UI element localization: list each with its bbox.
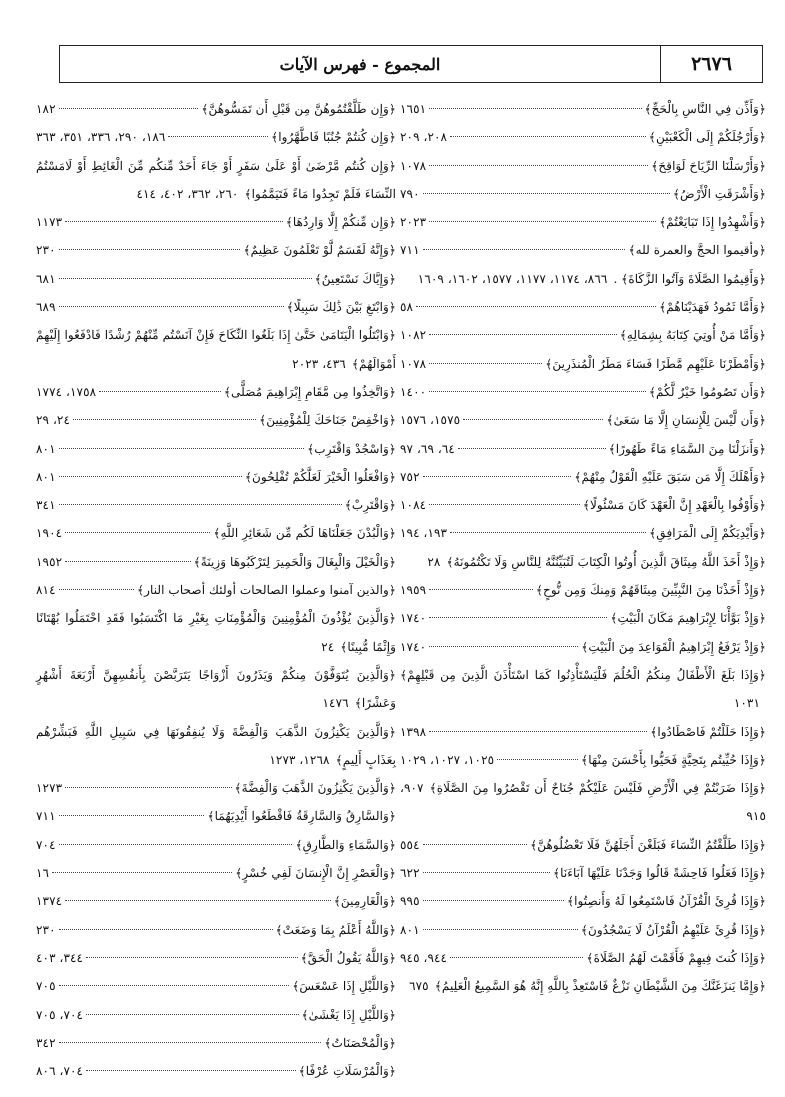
index-entry (400, 576, 766, 604)
verse-text: ﴿وَإِذَا ضَرَبْتُمْ فِي الْأَرْضِ فَلَيْسَ عَلَيْكُمْ جُنَاحٌ أَن تَقْصُرُوا مِنَ الصَّلَاةِ﴾ (429, 781, 766, 796)
index-entry (36, 802, 396, 830)
index-entry (36, 661, 396, 718)
dot-leader (423, 844, 527, 845)
page-references: ١٤٠٠ (400, 384, 427, 399)
page-number: ٢٦٧٦ (660, 46, 762, 82)
verse-text: ﴿وَأَرْجُلَكُمْ إِلَى الْكَعْبَيْنِ﴾ (648, 130, 766, 145)
page-references: ٢٣٠ (36, 922, 56, 937)
dot-leader (429, 108, 641, 109)
page-references: ٧٠٤ (36, 837, 56, 852)
page-references: ٧١١ (400, 243, 420, 258)
dot-leader (59, 504, 342, 505)
page-references: ٢٤، ٢٩ (36, 413, 70, 428)
verse-text: ﴿وَالْغَارِمِينَ﴾ (333, 894, 396, 909)
verse-text: ﴿وَاللَّهُ يَقُولُ الْحَقَّ﴾ (300, 950, 396, 965)
dot-leader (423, 249, 626, 250)
page-references: ٢٠٨، ٢٠٩ (400, 130, 448, 145)
index-entry (36, 916, 396, 944)
page-references: ١٤٧٦ (322, 696, 349, 711)
page-references: ١٦٥١ (400, 102, 427, 116)
verse-text: ﴿وَإِذْ يَرْفَعُ إِبْرَاهِيمُ الْقَوَاعِدَ مِنَ الْبَيْتِ﴾ (581, 639, 766, 654)
index-entry (36, 378, 396, 406)
page-references: ١٠٧٨ (400, 356, 427, 371)
verse-text: ﴿وَإِذْ أَخَذْنَا مِنَ النَّبِيِّينَ مِيثَاقَهُمْ وَمِنكَ وَمِن نُّوحٍ﴾ (535, 583, 766, 598)
dot-leader (86, 1014, 298, 1015)
page-references: ١٣٩٨ (400, 724, 427, 739)
index-entry (36, 1001, 396, 1029)
dot-leader (429, 334, 617, 335)
dot-leader (59, 448, 304, 449)
verse-text: ﴿وَالَّذِينَ يُتَوَفَّوْنَ مِنكُمْ وَيَذَرُونَ أَزْوَاجًا يَتَرَبَّصْنَ بِأَنفُسِهِنَّ أَرْبَعَةَ أَشْهُرٍ وَعَشْرًا﴾ (36, 667, 396, 711)
page-references: ٨٠١ (400, 922, 420, 937)
verse-text: ﴿وَاللَّهُ أَعْلَمُ بِمَا وَضَعَتْ﴾ (275, 922, 396, 937)
verse-text: ﴿وَالْمُحْصَنَاتُ﴾ (324, 1035, 396, 1050)
verse-text: ﴿وَأَشْرَقَتِ الْأَرْضُ﴾ (672, 186, 766, 201)
page-references: ١٧٥٨، ١٧٧٤ (36, 384, 97, 399)
index-entry (400, 123, 766, 151)
dot-leader (423, 476, 572, 477)
page-references: ١٧٤٠ (400, 639, 427, 654)
dot-leader (429, 363, 542, 364)
verse-text: ﴿وَإِيَّاكَ نَسْتَعِينُ﴾ (314, 271, 396, 286)
verse-text: ﴿والذين آمنوا وعملوا الصالحات أولئك أصحاب النار﴾ (136, 583, 396, 598)
index-entry (36, 831, 396, 859)
dot-leader (416, 306, 656, 307)
index-entry (36, 463, 396, 491)
index-entry (400, 774, 766, 831)
page-references: ١٠٨٢ (400, 328, 427, 343)
verse-text: ﴿وَأَهْلَكَ إِلَّا مَن سَبَقَ عَلَيْهِ الْقَوْلُ مِنْهُمْ﴾ (574, 469, 766, 484)
index-entry (400, 180, 766, 208)
index-entry (400, 887, 766, 915)
page-references: ١٩٥٢ (36, 554, 63, 569)
verse-text: ﴿وَإِمَّا يَنزَغَنَّكَ مِنَ الشَّيْطَانِ نَزْغٌ فَاسْتَعِذْ بِاللَّهِ إِنَّهُ هُوَ السَّمِيعُ الْعَلِيمُ﴾ (434, 979, 766, 994)
dot-leader (423, 929, 578, 930)
verse-text: ﴿وَإِن كُنتُمْ جُنُبًا فَاطَّهَّرُوا﴾ (271, 130, 396, 145)
page-references: ١٦ (36, 866, 50, 881)
page-references: ١٠٢٥، ١٠٢٧، ١٠٢٩ (400, 752, 495, 767)
verse-text: ﴿وأقيموا الحجَّ والعمرة لله﴾ (628, 243, 766, 258)
index-entry (400, 972, 766, 1000)
verse-text: ﴿وَالَّذِينَ يَكْنِزُونَ الذَّهَبَ وَالْفِضَّةَ وَلَا يُنفِقُونَهَا فِي سَبِيلِ اللَّهِ فَبَشِّرْهُم بِعَذَابٍ أَلِيمٍ﴾ (36, 724, 396, 767)
index-entry (36, 1029, 396, 1057)
index-entry (400, 916, 766, 944)
page-header (59, 45, 763, 83)
dot-leader (429, 589, 533, 590)
page-references: ٨٠١ (36, 441, 56, 456)
page-references: ١٠٨٤ (400, 498, 427, 513)
index-entry (36, 435, 396, 463)
verse-text: ﴿وَاتَّخِذُوا مِن مَّقَامِ إِبْرَاهِيمَ مُصَلًّى﴾ (223, 384, 396, 399)
dot-leader (423, 193, 670, 194)
verse-text: ﴿وَإِن كُنتُم مَّرْضَىٰ أَوْ عَلَىٰ سَفَرٍ أَوْ جَاءَ أَحَدٌ مِّنكُم مِّنَ الْغَائِطِ أَوْ لَامَسْتُمُ النِّسَاءَ فَلَمْ تَجِدُوا مَاءً فَتَيَمَّمُوا﴾ (36, 158, 396, 201)
dot-leader (168, 136, 268, 137)
index-entry (400, 208, 766, 236)
index-entry (400, 746, 766, 774)
dot-leader (450, 136, 646, 137)
page-references: ١٩٣، ١٩٤ (400, 526, 448, 541)
dot-leader (463, 419, 603, 420)
index-entry (400, 236, 766, 264)
page-references: ١٠٧٨ (400, 158, 427, 173)
verse-text: ﴿وَابْتَلُوا الْيَتَامَىٰ حَتَّىٰ إِذَا بَلَغُوا النِّكَاحَ فَإِنْ آنَسْتُم مِّنْهُمْ رُشْدًا فَادْفَعُوا إِلَيْهِمْ أَمْوَالَهُمْ﴾ (36, 328, 396, 371)
dot-leader (429, 391, 646, 392)
verse-text: ﴿وَأَمَّا ثَمُودُ فَهَدَيْنَاهُمْ﴾ (659, 300, 766, 315)
index-entry (36, 236, 396, 264)
verse-text: ﴿وَإِن مِّنكُمْ إِلَّا وَارِدُهَا﴾ (285, 215, 396, 230)
verse-text: ﴿وَالْخَيْلَ وَالْبِغَالَ وَالْحَمِيرَ لِتَرْكَبُوهَا وَزِينَةً﴾ (193, 554, 396, 569)
page-references: ١٠٣١ (733, 696, 760, 711)
page-references: ٧٠٤، ٧٠٥ (36, 1007, 84, 1022)
verse-text: ﴿وَأَنزَلْنَا مِنَ السَّمَاءِ مَاءً طَهُورًا﴾ (608, 441, 766, 456)
index-entry (36, 491, 396, 519)
index-entry (400, 491, 766, 519)
dot-leader (59, 815, 205, 816)
verse-text: ﴿وَإِذْ بَوَّأْنَا لِإِبْرَاهِيمَ مَكَانَ الْبَيْتِ﴾ (610, 611, 766, 626)
index-entry (400, 859, 766, 887)
index-column-right (400, 95, 766, 1001)
dot-leader (429, 731, 647, 732)
dot-leader (429, 221, 656, 222)
verse-text: ﴿وَاقْتَرِبْ﴾ (344, 498, 396, 513)
index-entry (400, 350, 766, 378)
page-references: ١٥٧٥، ١٥٧٦ (400, 413, 461, 428)
index-entry (400, 548, 766, 576)
verse-text: ﴿وَإِذَا بَلَغَ الْأَطْفَالُ مِنكُمُ الْحُلُمَ فَلْيَسْتَأْذِنُوا كَمَا اسْتَأْذَنَ الَّذِينَ مِن قَبْلِهِمْ﴾ (400, 667, 766, 682)
index-entry (400, 265, 766, 293)
page-references: ٧٥٢ (400, 469, 420, 484)
dot-leader (450, 532, 646, 533)
page-references: ١٩٠٤ (36, 526, 63, 541)
verse-text: ﴿وَأَن لَّيْسَ لِلْإِنسَانِ إِلَّا مَا سَعَىٰ﴾ (606, 413, 766, 428)
verse-text: ﴿وَاللَّيْلِ إِذَا عَسْعَسَ﴾ (292, 979, 396, 994)
verse-text: ﴿وَأَيْدِيَكُمْ إِلَى الْمَرَافِقِ﴾ (649, 526, 766, 541)
dot-leader (65, 787, 231, 788)
index-entry (36, 887, 396, 915)
index-entry (400, 661, 766, 718)
index-entry (400, 152, 766, 180)
page-references: ٨٦٦، ١١٧٤، ١١٧٧، ١٥٧٧، ١٦٠٢، ١٦٠٩ (417, 271, 608, 286)
dot-leader (52, 872, 232, 873)
verse-text: ﴿وَأَن تَصُومُوا خَيْرٌ لَّكُمْ﴾ (648, 384, 766, 399)
page-references: ١١٧٣ (36, 215, 63, 230)
page-references: ٩٩٥ (400, 894, 420, 909)
dot-leader (450, 957, 583, 958)
page-references: ١٩٥٩ (400, 583, 427, 598)
index-entry (36, 859, 396, 887)
dot-leader (458, 448, 606, 449)
index-entry (400, 519, 766, 547)
verse-text: ﴿وَالْبُدْنَ جَعَلْنَاهَا لَكُم مِّن شَعَائِرِ اللَّهِ﴾ (213, 526, 396, 541)
index-entry (36, 576, 396, 604)
page-references: ٦٢٢ (400, 866, 420, 881)
verse-text: ﴿وَأَوْفُوا بِالْعَهْدِ إِنَّ الْعَهْدَ كَانَ مَسْئُولًا﴾ (582, 498, 766, 513)
page-references: ٣٤٢ (36, 1035, 56, 1050)
dot-leader (59, 929, 273, 930)
index-entry (36, 1057, 396, 1085)
verse-text: ﴿وَالْعَصْرِ إِنَّ الْإِنسَانَ لَفِي خُسْرٍ﴾ (235, 866, 396, 881)
index-column-left (36, 95, 396, 1085)
verse-text: ﴿وَالسَّارِقُ وَالسَّارِقَةُ فَاقْطَعُوا أَيْدِيَهُمَا﴾ (207, 809, 396, 824)
index-entry (36, 972, 396, 1000)
verse-text: ﴿وَالسَّمَاءِ وَالطَّارِقِ﴾ (295, 837, 396, 852)
index-entry (400, 718, 766, 746)
page-references: ٩٠٧، ٩١٥ (400, 781, 766, 824)
dot-leader (423, 900, 564, 901)
verse-text: ﴿وَاسْجُدْ وَاقْتَرِب﴾ (307, 441, 396, 456)
page-references: ٩٤٤، ٩٤٥ (400, 950, 448, 965)
verse-text: ﴿وَأَمْطَرْنَا عَلَيْهِم مَّطَرًا فَسَاءَ مَطَرُ الْمُنذَرِينَ﴾ (545, 356, 766, 371)
dot-leader (59, 249, 241, 250)
verse-text: ﴿وَأَقِيمُوا الصَّلَاةَ وَآتُوا الزَّكَاةَ﴾ . (613, 271, 766, 286)
index-entry (36, 95, 396, 123)
dot-leader (423, 872, 550, 873)
index-entry (36, 152, 396, 209)
index-entry (400, 95, 766, 123)
page-references: ٥٥٤ (400, 837, 420, 852)
page-references: ٢٦٠، ٣٦٢، ٤٠٢، ٤١٤ (136, 186, 239, 201)
page-references: ١٢٦٨، ١٢٧٣ (269, 752, 330, 767)
page-references: ٣٤٤، ٤٠٣ (36, 950, 84, 965)
dot-leader (59, 108, 199, 109)
dot-leader (59, 476, 242, 477)
index-entry (400, 406, 766, 434)
dot-leader (497, 759, 578, 760)
page-references: ٢٣٠ (36, 243, 56, 258)
dot-leader (429, 646, 578, 647)
verse-text: ﴿وَإِذَا قُرِئَ الْقُرْآنُ فَاسْتَمِعُوا لَهُ وَأَنصِتُوا﴾ (566, 894, 766, 909)
verse-text: ﴿وَإِذَا طَلَّقْتُمُ النِّسَاءَ فَبَلَغْنَ أَجَلَهُنَّ فَلَا تَعْضُلُوهُنَّ﴾ (530, 837, 766, 852)
page-references: ٧٠٤، ٨٠٦ (36, 1064, 84, 1079)
dot-leader (59, 589, 134, 590)
verse-text: ﴿وَابْتَغِ بَيْنَ ذَٰلِكَ سَبِيلًا﴾ (286, 300, 396, 315)
verse-text: ﴿وَالَّذِينَ يَكْنِزُونَ الذَّهَبَ وَالْفِضَّةَ﴾ (234, 781, 396, 796)
index-entry (36, 944, 396, 972)
dot-leader (59, 844, 293, 845)
page-references: ٦٨٩ (36, 300, 56, 315)
dot-leader (59, 278, 312, 279)
index-entry (36, 321, 396, 378)
verse-text: ﴿وَإِذَا قُرِئَ عَلَيْهِمُ الْقُرْآنُ لَا يَسْجُدُونَ﴾ (580, 922, 766, 937)
verse-text: ﴿وَأَرْسَلْنَا الرِّيَاحَ لَوَاقِحَ﴾ (651, 158, 766, 173)
dot-leader (99, 391, 221, 392)
verse-text: ﴿وَإِن طَلَّقْتُمُوهُنَّ مِن قَبْلِ أَن تَمَسُّوهُنَّ﴾ (201, 102, 396, 116)
index-entry (36, 265, 396, 293)
index-entry (400, 604, 766, 632)
page-references: ١٨٢ (36, 102, 56, 116)
index-entry (36, 774, 396, 802)
dot-leader (429, 165, 648, 166)
verse-text: ﴿وَالْمُرْسَلَاتِ عُرْفًا﴾ (298, 1064, 396, 1079)
dot-leader (65, 221, 283, 222)
page-references: ٨٠١ (36, 469, 56, 484)
verse-text: ﴿وَأَشْهِدُوا إِذَا تَبَايَعْتُمْ﴾ (659, 215, 766, 230)
index-entry (400, 435, 766, 463)
verse-text: ﴿وَإِذَا حُيِّيتُم بِتَحِيَّةٍ فَحَيُّوا بِأَحْسَنَ مِنْهَا﴾ (581, 752, 766, 767)
page-references: ٧٠٥ (36, 979, 56, 994)
index-entry (36, 293, 396, 321)
dot-leader (73, 419, 256, 420)
page-references: ٢٠٢٣ (400, 215, 427, 230)
index-entry (400, 463, 766, 491)
verse-text: ﴿وَأَمَّا مَنْ أُوتِيَ كِتَابَهُ بِشِمَالِهِ﴾ (619, 328, 766, 343)
dot-leader (65, 900, 331, 901)
index-entry (400, 633, 766, 661)
verse-text: ﴿وَاللَّيْلِ إِذَا يَغْشَىٰ﴾ (301, 1007, 396, 1022)
index-entry (36, 406, 396, 434)
page-references: ١٧٤٠ (400, 611, 427, 626)
page-title: المجموع - فهرس الآيات (279, 54, 441, 74)
page-references: ٤٣٦، ٢٠٢٣ (292, 356, 346, 371)
page-references: ٢٨ (427, 554, 441, 569)
verse-text: ﴿وَإِذَا كُنتَ فِيهِمْ فَأَقَمْتَ لَهُمُ الصَّلَاةَ﴾ (586, 950, 766, 965)
page-references: ٦٤، ٦٩، ٩٧ (400, 441, 455, 456)
index-entry (36, 718, 396, 775)
page-references: ٦٧٥ (409, 979, 429, 994)
page-references: ١٢٧٣ (36, 781, 63, 796)
dot-leader (59, 306, 284, 307)
verse-text: ﴿وَإِنَّهُ لَقَسَمٌ لَّوْ تَعْلَمُونَ عَظِيمٌ﴾ (243, 243, 396, 258)
dot-leader (65, 561, 190, 562)
index-entry (400, 831, 766, 859)
index-entry (36, 519, 396, 547)
index-entry (400, 293, 766, 321)
page-references: ٨١٤ (36, 583, 56, 598)
verse-text: ﴿وَالَّذِينَ يُؤْذُونَ الْمُؤْمِنِينَ وَالْمُؤْمِنَاتِ بِغَيْرِ مَا اكْتَسَبُوا فَقَدِ احْتَمَلُوا بُهْتَانًا وَإِثْمًا مُّبِينًا﴾ (36, 611, 396, 654)
index-entry (400, 944, 766, 972)
index-entry (400, 378, 766, 406)
index-entry (36, 208, 396, 236)
verse-text: ﴿وَإِذَا حَلَلْتُمْ فَاصْطَادُوا﴾ (650, 724, 766, 739)
dot-leader (429, 504, 580, 505)
verse-text: ﴿وَإِذَا فَعَلُوا فَاحِشَةً قَالُوا وَجَدْنَا عَلَيْهَا آبَاءَنَا﴾ (552, 866, 766, 881)
page-references: ١٨٦، ٢٩٠، ٣٣٦، ٣٥١، ٣٦٣ (36, 130, 166, 145)
index-entry (36, 123, 396, 151)
verse-text: ﴿وَافْعَلُوا الْخَيْرَ لَعَلَّكُمْ تُفْلِحُونَ﴾ (244, 469, 396, 484)
verse-text: ﴿وَإِذْ أَخَذَ اللَّهُ مِيثَاقَ الَّذِينَ أُوتُوا الْكِتَابَ لَتُبَيِّنُنَّهُ لِلنَّاسِ وَلَا تَكْتُمُونَهُ﴾ (446, 554, 766, 569)
dot-leader (59, 985, 290, 986)
page-references: ٣٤١ (36, 498, 56, 513)
index-entry (400, 321, 766, 349)
page-references: ٧٩٠ (400, 186, 420, 201)
dot-leader (59, 1042, 322, 1043)
page-references: ٢٤ (321, 639, 335, 654)
dot-leader (429, 617, 607, 618)
page-references: ٧١١ (36, 809, 56, 824)
page-references: ١٣٧٤ (36, 894, 63, 909)
verse-text: ﴿وَاخْفِضْ جَنَاحَكَ لِلْمُؤْمِنِينَ﴾ (259, 413, 396, 428)
dot-leader (65, 532, 210, 533)
dot-leader (86, 957, 297, 958)
verse-text: ﴿وَأَذِّن فِي النَّاسِ بِالْحَجِّ﴾ (644, 102, 766, 116)
index-entry (36, 604, 396, 661)
page-references: ٦٨١ (36, 271, 56, 286)
page-references: ٥٨ (400, 300, 414, 315)
dot-leader (86, 1070, 296, 1071)
index-entry (36, 548, 396, 576)
